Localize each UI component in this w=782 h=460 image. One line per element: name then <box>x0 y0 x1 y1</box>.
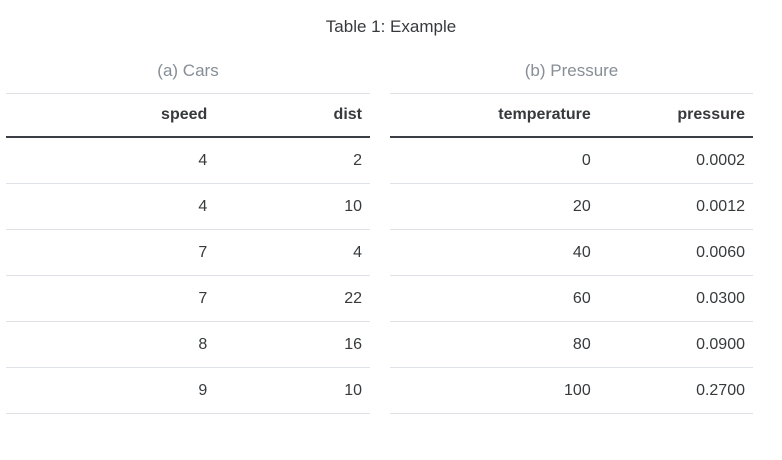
table-row <box>6 137 370 184</box>
table-cell: 16 <box>215 322 370 368</box>
cars-table-panel <box>6 39 370 414</box>
table-cell: 10 <box>215 368 370 414</box>
table-cell: 7 <box>6 230 215 276</box>
table-row <box>390 322 753 368</box>
table-cell: 60 <box>390 276 599 322</box>
pressure-table <box>390 93 753 414</box>
table-cell: 20 <box>390 184 599 230</box>
table-cell: 10 <box>215 184 370 230</box>
table-row <box>390 276 753 322</box>
table-row <box>6 368 370 414</box>
table-row <box>390 184 753 230</box>
table-title: Table 1: Example <box>325 17 457 36</box>
cars-table-caption: (a) Cars <box>157 61 219 80</box>
table-cell: 80 <box>390 322 599 368</box>
table-header-row <box>390 94 753 138</box>
table-cell: 7 <box>6 276 215 322</box>
table-cell: 8 <box>6 322 215 368</box>
table-cell: 0.0002 <box>599 137 753 184</box>
pressure-table-panel <box>390 39 753 414</box>
column-header-speed: speed <box>6 94 215 138</box>
table-row <box>390 368 753 414</box>
table-cell: 0.0060 <box>599 230 753 276</box>
table-cell: 40 <box>390 230 599 276</box>
pressure-table-caption: (b) Pressure <box>524 61 619 80</box>
table-cell: 100 <box>390 368 599 414</box>
table-cell: 9 <box>6 368 215 414</box>
table-cell: 2 <box>215 137 370 184</box>
table-cell: 0.0300 <box>599 276 753 322</box>
side-by-side-tables <box>6 39 782 414</box>
table-row <box>6 276 370 322</box>
column-header-dist: dist <box>215 94 370 138</box>
table-cell: 4 <box>215 230 370 276</box>
table-cell: 0 <box>390 137 599 184</box>
table-cell: 22 <box>215 276 370 322</box>
table-cell: 4 <box>6 184 215 230</box>
table-row <box>390 230 753 276</box>
table-cell: 0.2700 <box>599 368 753 414</box>
table-cell: 0.0012 <box>599 184 753 230</box>
table-header-row <box>6 94 370 138</box>
table-row <box>6 322 370 368</box>
table-cell: 4 <box>6 137 215 184</box>
table-row <box>6 230 370 276</box>
table-row <box>6 184 370 230</box>
column-header-temperature: temperature <box>390 94 599 138</box>
table-row <box>390 137 753 184</box>
cars-table <box>6 93 370 414</box>
column-header-pressure: pressure <box>599 94 753 138</box>
table-cell: 0.0900 <box>599 322 753 368</box>
